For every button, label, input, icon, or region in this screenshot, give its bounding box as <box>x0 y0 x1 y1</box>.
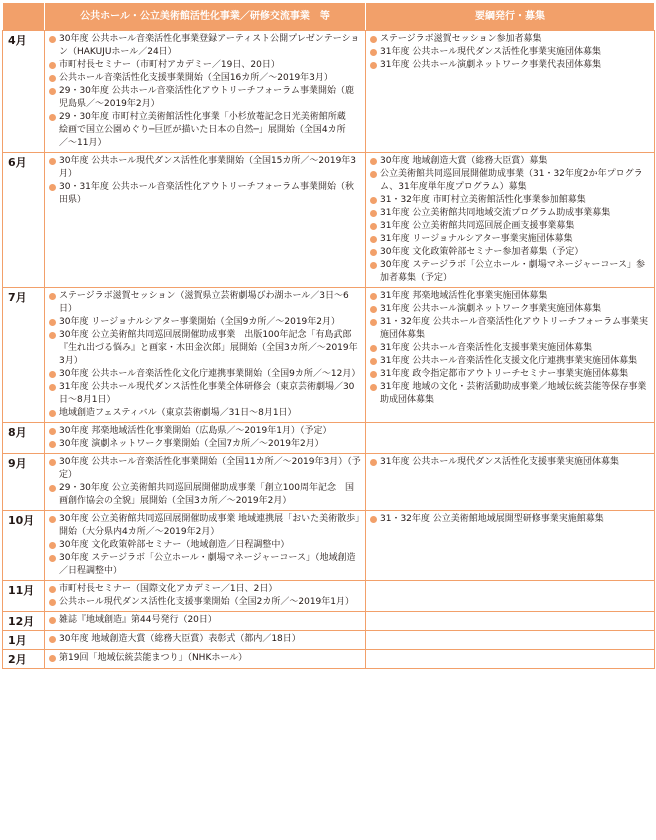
event-list-cell <box>45 31 366 153</box>
recruitment-item: 31・32年度 公共ホール音楽活性化アウトリーチフォーラム事業実施団体募集 <box>370 316 651 342</box>
recruitment-item: 31年度 公共ホール現代ダンス活性化事業実施団体募集 <box>370 46 651 59</box>
month-row <box>3 511 655 581</box>
month-label: 7月 <box>3 288 45 423</box>
event-item: 市町村長セミナー（国際文化アカデミー／1日、2日） <box>49 583 362 596</box>
event-list <box>49 652 362 665</box>
recruitment-item: 30年度 地域創造大賞（総務大臣賞）募集 <box>370 155 651 168</box>
recruitment-item: 31年度 公共ホール演劇ネットワーク事業実施団体募集 <box>370 303 651 316</box>
event-item: 30年度 公共ホール音楽活性化文化庁連携事業開始（全国9カ所／〜12月） <box>49 368 362 381</box>
event-list <box>49 290 362 420</box>
event-list-cell <box>45 612 366 631</box>
recruitment-list-cell <box>366 631 655 650</box>
recruitment-list-cell <box>366 153 655 288</box>
recruitment-list <box>370 290 651 407</box>
month-label: 12月 <box>3 612 45 631</box>
recruitment-item: 31年度 公立美術館共同巡回展企画支援事業募集 <box>370 220 651 233</box>
month-row <box>3 631 655 650</box>
recruitment-list-cell <box>366 612 655 631</box>
event-list-cell <box>45 650 366 669</box>
month-label: 4月 <box>3 31 45 153</box>
event-list-cell <box>45 581 366 612</box>
recruitment-item: 公立美術館共同巡回展開催助成事業（31・32年度2か年プログラム、31年度単年度プログラム）募集 <box>370 168 651 194</box>
recruitment-item: 31年度 リージョナルシアター事業実施団体募集 <box>370 233 651 246</box>
event-list-cell <box>45 511 366 581</box>
event-item: 30年度 演劇ネットワーク事業開始（全国7カ所／〜2019年2月） <box>49 438 362 451</box>
event-item: 30・31年度 公共ホール音楽活性化アウトリーチフォーラム事業開始（秋田県） <box>49 181 362 207</box>
event-item: 公共ホール現代ダンス活性化支援事業開始（全国2カ所／〜2019年1月） <box>49 596 362 609</box>
month-label: 6月 <box>3 153 45 288</box>
recruitment-item: 31年度 公共ホール音楽活性化支援文化庁連携事業実施団体募集 <box>370 355 651 368</box>
header-month-cell <box>3 3 45 31</box>
event-list <box>49 33 362 150</box>
event-item: 30年度 文化政策幹部セミナー（地域創造／日程調整中） <box>49 539 362 552</box>
event-item: 公共ホール音楽活性化支援事業開始（全国16カ所／〜2019年3月） <box>49 72 362 85</box>
event-item: 30年度 公共ホール現代ダンス活性化事業開始（全国15カ所／〜2019年3月） <box>49 155 362 181</box>
recruitment-list <box>370 33 651 72</box>
recruitment-item: 31年度 公共ホール音楽活性化支援事業実施団体募集 <box>370 342 651 355</box>
schedule-body <box>3 31 655 669</box>
recruitment-item: 30年度 文化政策幹部セミナー参加者募集（予定） <box>370 246 651 259</box>
recruitment-item: 31年度 公共ホール現代ダンス活性化支援事業実施団体募集 <box>370 456 651 469</box>
event-item: 市町村長セミナー（市町村アカデミー／19日、20日） <box>49 59 362 72</box>
recruitment-list <box>370 513 651 526</box>
recruitment-list <box>370 155 651 285</box>
event-list-cell <box>45 631 366 650</box>
month-row <box>3 454 655 511</box>
event-list <box>49 513 362 578</box>
recruitment-list-cell <box>366 454 655 511</box>
recruitment-list-cell <box>366 288 655 423</box>
month-label: 1月 <box>3 631 45 650</box>
recruitment-item: 31年度 地域の文化・芸術活動助成事業／地域伝統芸能等保存事業助成団体募集 <box>370 381 651 407</box>
month-row <box>3 612 655 631</box>
event-item: 30年度 ステージラボ「公立ホール・劇場マネージャーコース」（地域創造／日程調整中） <box>49 552 362 578</box>
event-item: 29・30年度 市町村立美術館活性化事業「小杉放菴記念日光美術館所蔵 絵画で国立公園めぐり─巨匠が描いた日本の自然─」展開始（全国4カ所／〜11月） <box>49 111 362 150</box>
event-item: 29・30年度 公立美術館共同巡回展開催助成事業「創立100周年記念 国画創作協会の全貌」展開始（全国3カ所／〜2019年2月） <box>49 482 362 508</box>
header-recruitment: 要綱発行・募集 <box>366 3 655 31</box>
recruitment-item: 31・32年度 公立美術館地域展開型研修事業実施館募集 <box>370 513 651 526</box>
event-item: 30年度 地域創造大賞（総務大臣賞）表彰式（都内／18日） <box>49 633 362 646</box>
event-item: 30年度 公立美術館共同巡回展開催助成事業 地域連携展「おいた美術散歩」開始（大分県内4カ所／〜2019年2月） <box>49 513 362 539</box>
recruitment-list-cell <box>366 31 655 153</box>
month-label: 8月 <box>3 423 45 454</box>
event-item: 30年度 リージョナルシアター事業開始（全国9カ所／〜2019年2月） <box>49 316 362 329</box>
event-list <box>49 583 362 609</box>
month-row <box>3 423 655 454</box>
recruitment-list-cell <box>366 650 655 669</box>
month-label: 10月 <box>3 511 45 581</box>
recruitment-item: 30年度 ステージラボ「公立ホール・劇場マネージャーコース」参加者募集（予定） <box>370 259 651 285</box>
schedule-table <box>2 2 655 669</box>
event-list-cell <box>45 423 366 454</box>
event-item: 30年度 公立美術館共同巡回展開催助成事業 出版100年記念「有島武郎『生れ出づる悩み』と画家・木田金次郎」展開始（全国3カ所／〜2019年3月） <box>49 329 362 368</box>
event-list <box>49 633 362 646</box>
event-list-cell <box>45 153 366 288</box>
event-list <box>49 456 362 508</box>
recruitment-item: 31年度 公共ホール演劇ネットワーク事業代表団体募集 <box>370 59 651 72</box>
month-label: 11月 <box>3 581 45 612</box>
recruitment-item: 31年度 公立美術館共同地域交流プログラム助成事業募集 <box>370 207 651 220</box>
month-row <box>3 650 655 669</box>
month-row <box>3 153 655 288</box>
month-row <box>3 581 655 612</box>
recruitment-list-cell <box>366 581 655 612</box>
event-item: 第19回「地域伝統芸能まつり」（NHKホール） <box>49 652 362 665</box>
recruitment-item: 31年度 邦楽地域活性化事業実施団体募集 <box>370 290 651 303</box>
event-list-cell <box>45 288 366 423</box>
recruitment-item: 31・32年度 市町村立美術館活性化事業参加館募集 <box>370 194 651 207</box>
recruitment-list-cell <box>366 423 655 454</box>
header-row <box>3 3 655 31</box>
event-list <box>49 614 362 627</box>
event-item: 30年度 邦楽地域活性化事業開始（広島県／〜2019年1月）（予定） <box>49 425 362 438</box>
recruitment-item: 31年度 政令指定都市アウトリーチセミナー事業実施団体募集 <box>370 368 651 381</box>
event-list-cell <box>45 454 366 511</box>
event-item: 地域創造フェスティバル（東京芸術劇場／31日〜8月1日） <box>49 407 362 420</box>
event-item: 30年度 公共ホール音楽活性化事業開始（全国11カ所／〜2019年3月）（予定） <box>49 456 362 482</box>
event-list <box>49 155 362 207</box>
month-label: 9月 <box>3 454 45 511</box>
event-item: 雑誌『地域創造』第44号発行（20日） <box>49 614 362 627</box>
header-events: 公共ホール・公立美術館活性化事業／研修交流事業 等 <box>45 3 366 31</box>
month-label: 2月 <box>3 650 45 669</box>
month-row <box>3 288 655 423</box>
recruitment-list <box>370 456 651 469</box>
event-item: 29・30年度 公共ホール音楽活性化アウトリーチフォーラム事業開始（鹿児島県／〜2019年2月） <box>49 85 362 111</box>
event-item: ステージラボ滋賀セッション（滋賀県立芸術劇場びわ湖ホール／3日〜6日） <box>49 290 362 316</box>
month-row <box>3 31 655 153</box>
recruitment-item: ステージラボ滋賀セッション参加者募集 <box>370 33 651 46</box>
event-list <box>49 425 362 451</box>
recruitment-list-cell <box>366 511 655 581</box>
event-item: 30年度 公共ホール音楽活性化事業登録アーティスト公開プレゼンテーション（HAKUJUホール／24日） <box>49 33 362 59</box>
event-item: 31年度 公共ホール現代ダンス活性化事業全体研修会（東京芸術劇場／30日〜8月1日） <box>49 381 362 407</box>
